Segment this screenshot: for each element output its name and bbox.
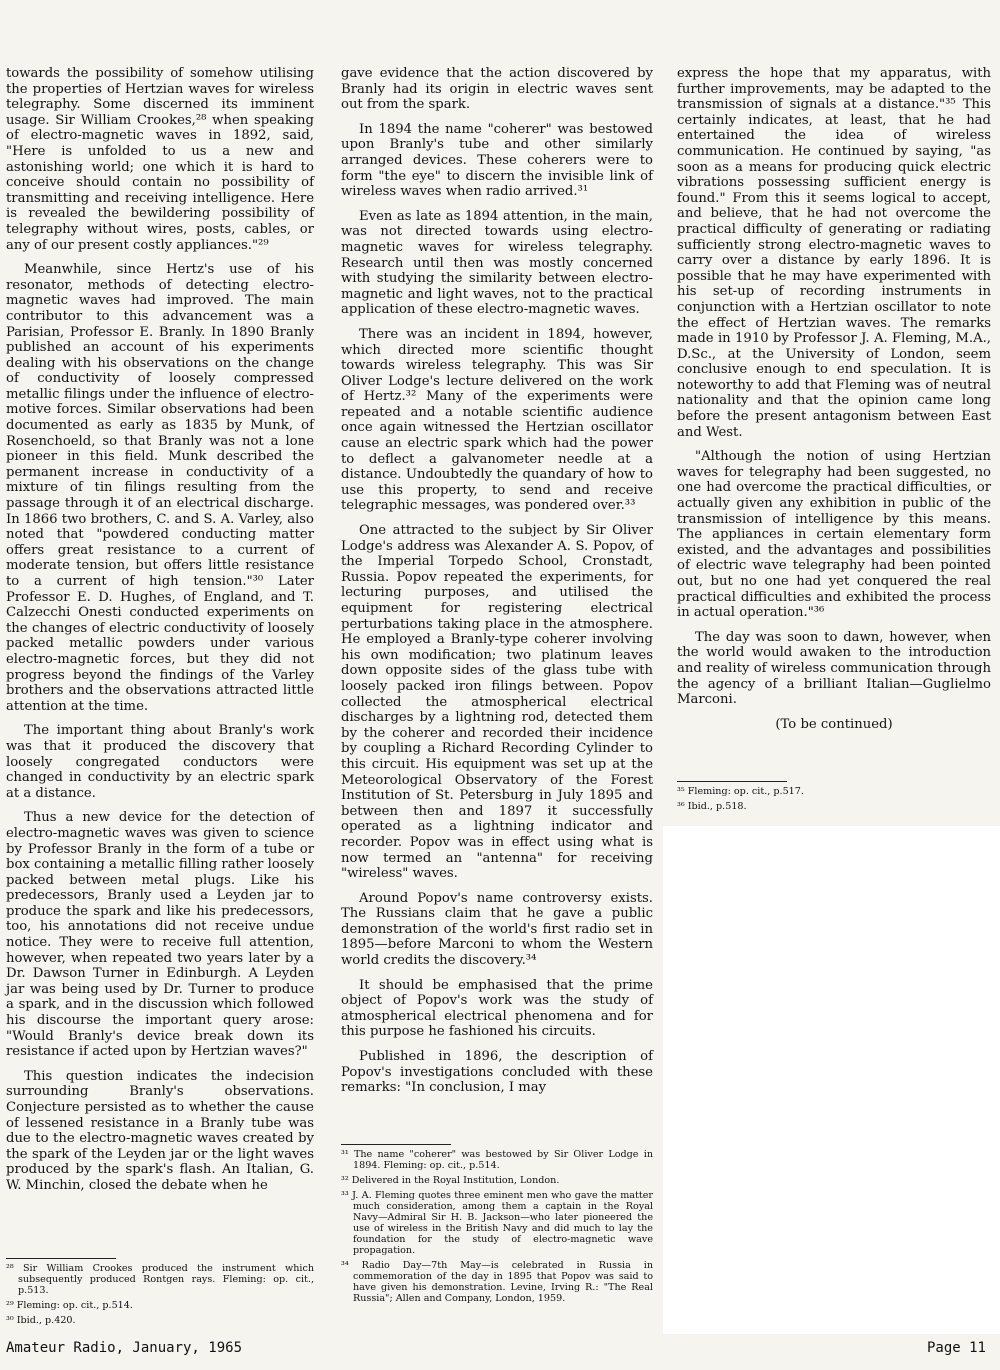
paragraph: There was an incident in 1894, however, which directed more scientific thought towards wireless telegraphy. This was Sir Oliver Lodge's lecture delivered on the work of Hertz.³² Many of the experiments were repeated and a notable scientific audience once again witnessed the Hertzian oscillator cause an electric spark which had the power to deflect a galvanometer needle at a distance. Undoubtedly the quandary of how to use this property, to send and receive telegraphic messages, was pondered over.³³ [341, 326, 653, 514]
paragraph: express the hope that my apparatus, with further improvements, may be adapted to the transmission of signals at a distance."³⁵ This certainly indicates, at least, that he had entertained the idea of wireless communication. He continued by saying, "as soon as a means for producing quick electric vibrations possessing sufficient energy is found." From this it seems logical to accept, and believe, that he had not overcome the practical difficulty of generating or radiating sufficiently strong electro-magnetic waves to carry over a distance by early 1896. It is possible that he may have experimented with his set-up of recording instruments in conjunction with a Hertzian oscillator to note the effect of Hertzian waves. The remarks made in 1910 by Professor J. A. Fleming, M.A., D.Sc., at the University of London, seem conclusive enough to end speculation. It is noteworthy to add that Fleming was of neutral nationality and that the opinion came long before the present antagonism between East and West. [677, 66, 991, 440]
blank-area [663, 826, 1000, 1334]
paragraph: towards the possibility of somehow utilising the properties of Hertzian waves for wireless telegraphy. Some discerned its imminent usage. Sir William Crookes,²⁸ when speaking of electro-magnetic waves in 1892, said, "Here is unfolded to us a new and astonishing world; one which it is hard to conceive should contain no possibility of transmitting and receiving intelligence. Here is revealed the bewildering possibility of telegraphy without wires, posts, cables, or any of our present costly appliances."²⁹ [6, 66, 314, 253]
footer-page-number: Page 11 [926, 1340, 986, 1356]
paragraph: "Although the notion of using Hertzian waves for telegraphy had been suggested, no one had overcome the practical difficulties, or actually given any exhibition in public of the transmission of intelligence by this means. The appliances in certain elementary form existed, and the advantages and possibilities of electric wave telegraphy had been pointed out, but no one had yet conquered the real practical difficulties and exhibited the process in actual operation."³⁶ [677, 449, 991, 621]
footer-publication: Amateur Radio, January, 1965 [6, 1340, 243, 1356]
column-3 [677, 66, 991, 776]
footnotes-column-3 [677, 775, 991, 816]
paragraph: gave evidence that the action discovered by Branly had its origin in electric waves sent out from the spark. [341, 66, 653, 113]
footnotes-column-2 [341, 1138, 653, 1308]
column-1 [6, 66, 314, 1256]
paragraph: Published in 1896, the description of Popov's investigations concluded with these remarks: "In conclusion, I may [341, 1049, 653, 1096]
footnote: ³⁴ Radio Day—7th May—is celebrated in Russia in commemoration of the day in 1895 that Popov was said to have given his demonstration. Levine, Irving R.: "The Real Russia"; Allen and Company, London, 1959. [341, 1260, 653, 1304]
footnote: ³² Delivered in the Royal Institution, London. [341, 1175, 560, 1186]
footnote-rule [677, 781, 787, 782]
paragraph: In 1894 the name "coherer" was bestowed upon Branly's tube and other similarly arranged devices. These coherers were to form "the eye" to discern the invisible link of wireless waves when radio arrived.³¹ [341, 121, 653, 200]
paragraph: Even as late as 1894 attention, in the main, was not directed towards using electro-magnetic waves for wireless telegraphy. Research until then was mostly concerned with studying the similarity between electro-magnetic and light waves, not to the practical application of these electro-magnetic waves. [341, 208, 653, 318]
footnotes-column-1 [6, 1252, 314, 1330]
paragraph: It should be emphasised that the prime object of Popov's work was the study of atmospherical electrical phenomena and for this purpose he fashioned his circuits. [341, 977, 653, 1040]
paragraph: Around Popov's name controversy exists. The Russians claim that he gave a public demonstration of the world's first radio set in 1895—before Marconi to whom the Western world credits the discovery.³⁴ [341, 890, 653, 969]
paragraph: One attracted to the subject by Sir Oliver Lodge's address was Alexander A. S. Popov, of the Imperial Torpedo School, Cronstadt, Russia. Popov repeated the experiments, for lecturing purposes, and utilised the equipment for registering electrical perturbations taking place in the atmosphere. He employed a Branly-type coherer involving his own modification; two platinum leaves down opposite sides of the glass tube with loosely packed iron filings between. Popov collected the atmospherical electrical discharges by a lightning rod, detected them by the coherer and recorded their incidence by coupling a Richard Recording Cylinder to this circuit. His equipment was set up at the Meteorological Observatory of the Forest Institution of St. Petersburg in July 1895 and between then and 1897 it successfully operated as a lightning indicator and recorder. Popov was in effect using what is now termed an "antenna" for receiving "wireless" waves. [341, 523, 653, 882]
footnote: ³¹ The name "coherer" was bestowed by Sir Oliver Lodge in 1894. Fleming: op. cit., p.514. [341, 1149, 653, 1171]
footnote: ³⁶ Ibid., p.518. [677, 801, 747, 812]
footnote-rule [6, 1258, 116, 1259]
footnote-rule [341, 1144, 451, 1145]
paragraph: Thus a new device for the detection of electro-magnetic waves was given to science by Professor Branly in the form of a tube or box containing a metallic filling rather loosely packed between metal plugs. Like his predecessors, Branly used a Leyden jar to produce the spark and like his predecessors, too, his annotations did not receive undue notice. They were to receive full attention, however, when repeated two years later by a Dr. Dawson Turner in Edinburgh. A Leyden jar was being used by Dr. Turner to produce a spark, and in the discussion which followed his discourse the important query arose: "Would Branly's device break down its resistance if acted upon by Hertzian waves?" [6, 810, 314, 1060]
paragraph: Meanwhile, since Hertz's use of his resonator, methods of detecting electro-magnetic waves had improved. The main contributor to this advancement was a Parisian, Professor E. Branly. In 1890 Branly published an account of his experiments dealing with his observations on the change of conductivity of loosely compressed metallic filings under the influence of electro-motive forces. Similar observations had been documented as early as 1835 by Munk, of Rosenchoeld, so that Branly was not a lone pioneer in this field. Munk described the permanent increase in conductivity of a mixture of tin filings resulting from the passage through it of an electrical discharge. In 1866 two brothers, C. and S. A. Varley, also noted that "powdered conducting matter offers great resistance to a current of moderate tension, but offers little resistance to a current of high tension."³⁰ Later Professor E. D. Hughes, of England, and T. Calzecchi Onesti conducted experiments on the changes of electric conductivity of loosely packed metallic powders under various electro-magnetic forces, but they did not progress beyond the findings of the Varley brothers and the observations attracted little attention at the time. [6, 262, 314, 714]
footnote: ²⁸ Sir William Crookes produced the instrument which subsequently produced Rontgen rays. Fleming: op. cit., p.513. [6, 1263, 314, 1296]
to-be-continued: (To be continued) [775, 716, 893, 732]
footnote: ²⁹ Fleming: op. cit., p.514. [6, 1300, 133, 1311]
paragraph: The important thing about Branly's work was that it produced the discovery that loosely congregated conductors were changed in conductivity by an electric spark at a distance. [6, 723, 314, 801]
footnote: ³⁵ Fleming: op. cit., p.517. [677, 786, 804, 797]
paragraph: The day was soon to dawn, however, when the world would awaken to the introduction and reality of wireless communication through the agency of a brilliant Italian—Guglielmo Marconi. [677, 629, 991, 708]
footnote: ³³ J. A. Fleming quotes three eminent men who gave the matter much consideration, among them a captain in the Royal Navy—Admiral Sir H. B. Jackson—who later pioneered the use of wireless in the British Navy and did much to lay the foundation for the study of electro-magnetic wave propagation. [341, 1190, 653, 1256]
footnote: ³⁰ Ibid., p.420. [6, 1315, 76, 1326]
paragraph: This question indicates the indecision surrounding Branly's observations. Conjecture persisted as to whether the cause of lessened resistance in a Branly tube was due to the electro-magnetic waves created by the spark of the Leyden jar or the light waves produced by the spark's flash. An Italian, G. W. Minchin, closed the debate when he [6, 1068, 314, 1193]
column-2 [341, 66, 653, 1136]
